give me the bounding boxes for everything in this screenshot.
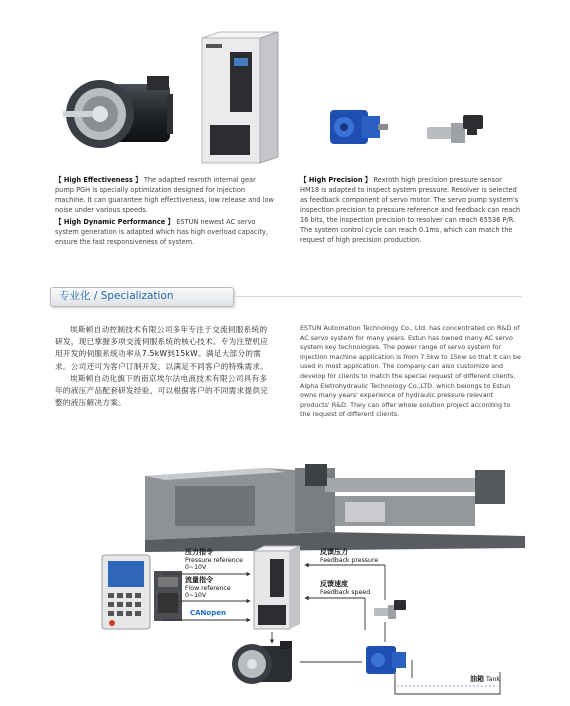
feedback-pressure-en: Feedback pressure <box>320 556 379 564</box>
feature-high-effectiveness: 【 High Effectiveness 】 The adapted rexroth internal gear pump PGH is specially optimization designed for injection machine. It can guarantee high effectiveness, low release and low noise under various speeds. <box>55 176 274 214</box>
feedback-speed-cn: 反馈速度 <box>320 580 348 588</box>
pressure-ref-en: Pressure reference <box>185 556 243 564</box>
pressure-ref-cn: 压力指令 <box>185 548 213 556</box>
feature-high-dynamic-performance: 【 High Dynamic Performance 】 ESTUN newest AC servo system generation is adapted which has high overload capacity, ensure the fast responsiveness of system. <box>55 218 268 246</box>
feature-text: Rexroth high precision pressure sensor HM18 is adapted to inspect system pressure. Resolver is selected as feedback component of servo motor. The servo pump system's inspection precision to pressure reference and feedback can reach 16 bits, the inspection precision to resolver can reach 65536 P/R. The system control cycle can reach 0.1ms, which can match the request of high precision production. <box>300 176 521 244</box>
section-title: 专业化 / Specialization <box>59 290 174 302</box>
feature-high-precision: 【 High Precision 】 Rexroth high precision pressure sensor HM18 is adapted to inspect system pressure. Resolver is selected as feedback component of servo motor. The servo pump system's inspection precision to pressure reference and feedback can reach 16 bits, the inspection precision to resolver can reach 65536 P/R. The system control cycle can reach 0.1ms, which can match the request of high precision production. <box>300 176 521 244</box>
flow-reference-label <box>185 577 231 600</box>
feature-title: High Dynamic Performance <box>63 218 166 226</box>
pressure-reference-label <box>185 549 243 572</box>
feedback-pressure-label <box>320 549 378 564</box>
feature-title: High Effectiveness <box>63 176 133 184</box>
flow-ref-range: 0~10V <box>185 592 207 600</box>
feature-text: The adapted rexroth internal gear pump PGH is specially optimization designed for injection machine. It can guarantee high effectiveness, low release and low noise under various speeds. <box>55 176 274 214</box>
chinese-paragraph: 埃斯顿自动控制技术有限公司多年专注于交流伺服系统的研发，现已掌握多项交流伺服系统的核心技术。专为注塑机应用开发的伺服系统功率从7.5kW到15kW。满足大部分的需求。公司还可为客户订制开发，以满足不同客户的特殊需求。 <box>55 325 269 371</box>
english-paragraph: Alpha Eletrohydraulic Technology Co.,LTD. which belongs to Estun owns many years' experience of hydraulic pressure relevant products' R&D. They can offer whole solution project according to the request of different clients. <box>300 381 511 419</box>
flow-ref-en: Flow reference <box>185 584 231 592</box>
tank-label <box>470 676 500 684</box>
flow-ref-cn: 流量指令 <box>185 576 213 584</box>
feedback-speed-en: Feedback speed <box>320 588 371 596</box>
pressure-ref-range: 0~10V <box>185 564 207 572</box>
feedback-pressure-cn: 反馈压力 <box>320 548 348 556</box>
chinese-paragraph: 埃斯顿自动化旗下的南京埃尔法电液技术有限公司具有多年的液压产品配套研发经验，可以根据客户的不同需求提供完整的液压解决方案。 <box>55 373 269 408</box>
feedback-speed-label <box>320 581 370 596</box>
feature-title: High Precision <box>308 176 363 184</box>
tank-en: Tank <box>485 676 501 683</box>
canopen-label: CANopen <box>190 609 226 617</box>
english-paragraph: ESTUN Automation Technology Co., Ltd. has concentrated on R&D of AC servo system for many years. Estun has owned many AC servo system key technologies. The power range of servo system for injection machine application is from 7.5kw to 15kw so that it can be used in most application. The company can also customize and develop for clients to match the special request of different clients. <box>300 324 521 380</box>
tank-cn: 油箱 <box>470 675 484 683</box>
feature-text: ESTUN newest AC servo system generation is adapted which has high overload capacity, ensure the fast responsiveness of system. <box>55 218 268 246</box>
